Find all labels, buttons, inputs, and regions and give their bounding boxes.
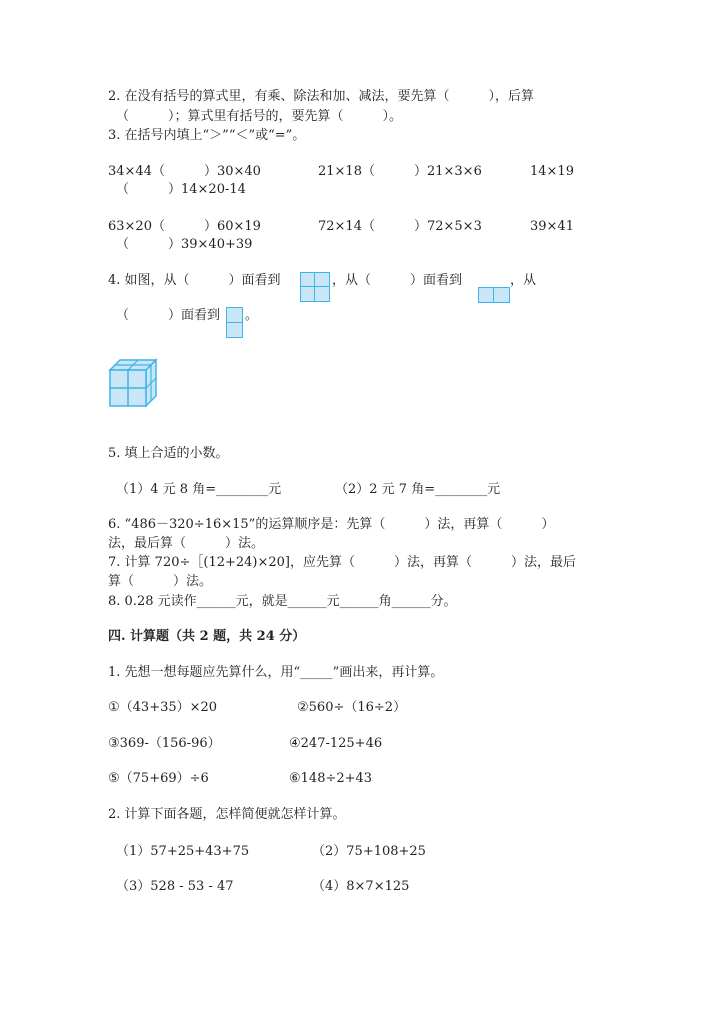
calc1-item: ⑥148÷2+43 <box>289 771 373 786</box>
q4-part-2: ，从（ ）面看到 <box>332 273 463 288</box>
q3-r1-c2: （ ）14×20-14 <box>116 182 246 197</box>
q8-text: 8. 0.28 元读作______元，就是______元______角______分。 <box>108 594 457 609</box>
calc1-item: ②560÷（16÷2） <box>297 700 407 715</box>
q5-item-1: （1）4 元 8 角=________元 <box>116 482 282 497</box>
q3-r1-c: 14×19 <box>530 164 574 179</box>
calc2-item: （2）75+108+25 <box>312 844 426 859</box>
q3-r2-c2: （ ）39×40+39 <box>116 237 253 252</box>
q7-line-1: 7. 计算 720÷［(12+24)×20]，应先算（ ）法，再算（ ）法，最后 <box>108 555 577 570</box>
calc2-item: （1）57+25+43+75 <box>116 844 250 859</box>
q3-r2-b: 72×14（ ）72×5×3 <box>318 219 482 234</box>
q6-line-2: 法，最后算（ ）法。 <box>108 536 265 551</box>
calc1-item: ④247-125+46 <box>289 736 383 751</box>
q3-r1-a: 34×44（ ）30×40 <box>108 164 261 179</box>
calc1-title: 1. 先想一想每题应先算什么，用“_____”画出来，再计算。 <box>108 665 444 680</box>
calc2-title: 2. 计算下面各题，怎样简便就怎样计算。 <box>108 807 346 822</box>
q3-r2-c: 39×41 <box>530 219 574 234</box>
calc1-item: ③369-（156-96） <box>108 736 221 751</box>
calc1-item: ⑤（75+69）÷6 <box>108 771 209 786</box>
q3-title: 3. 在括号内填上“＞”“＜”或“=”。 <box>108 128 306 143</box>
q5-item-2: （2）2 元 7 角=________元 <box>335 482 501 497</box>
q4-part-4: （ ）面看到 <box>116 308 221 323</box>
q2-line-1: 2. 在没有括号的算式里，有乘、除法和加、减法，要先算（ ），后算 <box>108 89 535 104</box>
section-4-heading: 四. 计算题（共 2 题，共 24 分） <box>108 629 306 644</box>
cube-solid-figure <box>108 358 158 408</box>
q3-r1-b: 21×18（ ）21×3×6 <box>318 164 482 179</box>
calc2-item: （4）8×7×125 <box>312 879 410 894</box>
q7-line-2: 算（ ）法。 <box>108 574 213 589</box>
calc2-item: （3）528 - 53 - 47 <box>116 879 234 894</box>
q5-title: 5. 填上合适的小数。 <box>108 446 229 461</box>
q4-part-3: ，从 <box>510 273 537 288</box>
q2-line-2: （ ）；算式里有括号的，要先算（ ）。 <box>116 109 403 124</box>
q6-line-1: 6. “486－320÷16×15”的运算顺序是：先算（ ）法，再算（ ） <box>108 517 555 532</box>
calc1-item: ①（43+35）×20 <box>108 700 218 715</box>
q4-part-1: 4. 如图，从（ ）面看到 <box>108 273 281 288</box>
q4-part-5: 。 <box>245 308 259 323</box>
q3-r2-a: 63×20（ ）60×19 <box>108 219 261 234</box>
